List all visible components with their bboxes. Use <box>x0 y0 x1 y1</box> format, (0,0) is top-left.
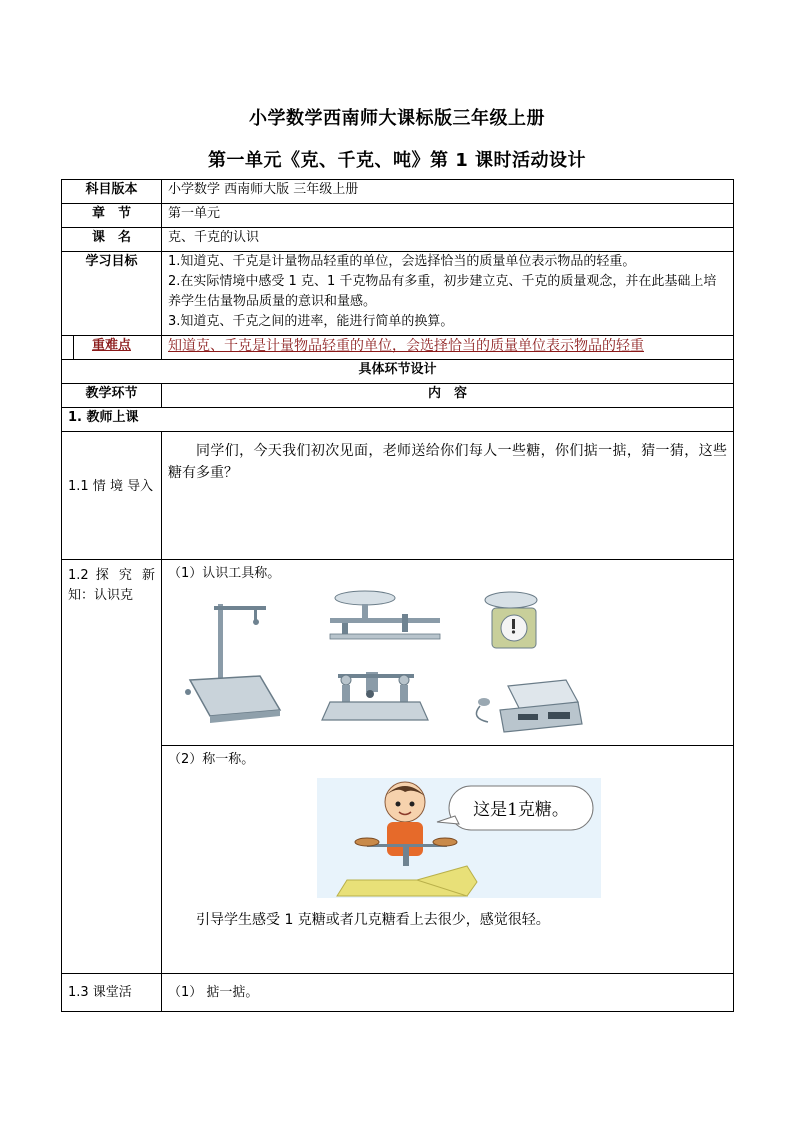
goal-item: 2.在实际情境中感受 1 克、1 千克物品有多重，初步建立克、千克的质量观念，并在此基础上培养学生估量物品质量的意识和量感。 <box>168 274 717 309</box>
s12-step1-cell <box>162 560 734 746</box>
lesson-label: 课 名 <box>62 228 162 252</box>
subject-label: 科目版本 <box>62 180 162 204</box>
s11-label: 1.1 情 境 导入 <box>62 432 162 560</box>
page-title: 小学数学西南师大课标版三年级上册 <box>249 108 545 129</box>
key-label-cell <box>62 336 162 360</box>
key-label: 重难点 <box>91 338 131 353</box>
part1-title: 1. 教师上课 <box>62 408 734 432</box>
key-divider <box>73 336 74 359</box>
s12-step2: （2）称一称。 <box>168 752 255 767</box>
chapter-value: 第一单元 <box>162 204 734 228</box>
row-s12a <box>62 560 734 746</box>
s13-label: 1.3 课堂活 <box>62 974 162 1012</box>
s12-note: 引导学生感受 1 克糖或者几克糖看上去很少，感觉很轻。 <box>196 912 550 928</box>
s12-step1: （1）认识工具称。 <box>168 566 281 581</box>
row-goals <box>62 252 734 336</box>
platform-scale-icon <box>185 604 280 723</box>
key-value: 知道克、千克是计量物品轻重的单位，会选择恰当的质量单位表示物品的轻重 <box>168 338 644 354</box>
goals-label: 学习目标 <box>62 252 162 336</box>
row-key <box>62 336 734 360</box>
goal-item: 3.知道克、千克之间的进率，能进行简单的换算。 <box>168 314 454 329</box>
row-s12b <box>62 746 734 974</box>
row-s11 <box>62 432 734 560</box>
col-stage-header: 教学环节 <box>62 384 162 408</box>
speech-text: 这是1克糖。 <box>473 800 569 820</box>
row-s13 <box>62 974 734 1012</box>
row-section <box>62 360 734 384</box>
goal-item: 1.知道克、千克是计量物品轻重的单位，会选择恰当的质量单位表示物品的轻重。 <box>168 254 636 269</box>
col-content-header: 内 容 <box>162 384 734 408</box>
dial-scale-icon <box>485 592 537 648</box>
tray-balance-icon <box>330 591 440 639</box>
page-subtitle: 第一单元《克、千克、吨》第 1 课时活动设计 <box>207 150 587 171</box>
row-lesson <box>62 228 734 252</box>
row-headers <box>62 384 734 408</box>
lesson-table <box>61 179 734 1012</box>
chapter-label: 章 节 <box>62 204 162 228</box>
scales-illustration <box>170 586 730 746</box>
electronic-scale-icon <box>476 680 582 732</box>
s12-label: 1.2 探 究 新知：认识克 <box>62 560 162 974</box>
s13-step1: （1） 掂一掂。 <box>162 974 734 1012</box>
s12-step2-cell <box>162 746 734 974</box>
section-title: 具体环节设计 <box>62 360 734 384</box>
beam-balance-icon <box>322 672 428 720</box>
boy-weighing-illustration <box>317 778 601 898</box>
lesson-value: 克、千克的认识 <box>162 228 734 252</box>
row-subject <box>62 180 734 204</box>
goals-list <box>162 252 734 336</box>
row-part1 <box>62 408 734 432</box>
key-value-cell <box>162 336 734 360</box>
s11-text: 同学们，今天我们初次见面，老师送给你们每人一些糖，你们掂一掂，猜一猜，这些糖有多重？ <box>162 432 734 560</box>
row-chapter <box>62 204 734 228</box>
subject-value: 小学数学 西南师大版 三年级上册 <box>162 180 734 204</box>
